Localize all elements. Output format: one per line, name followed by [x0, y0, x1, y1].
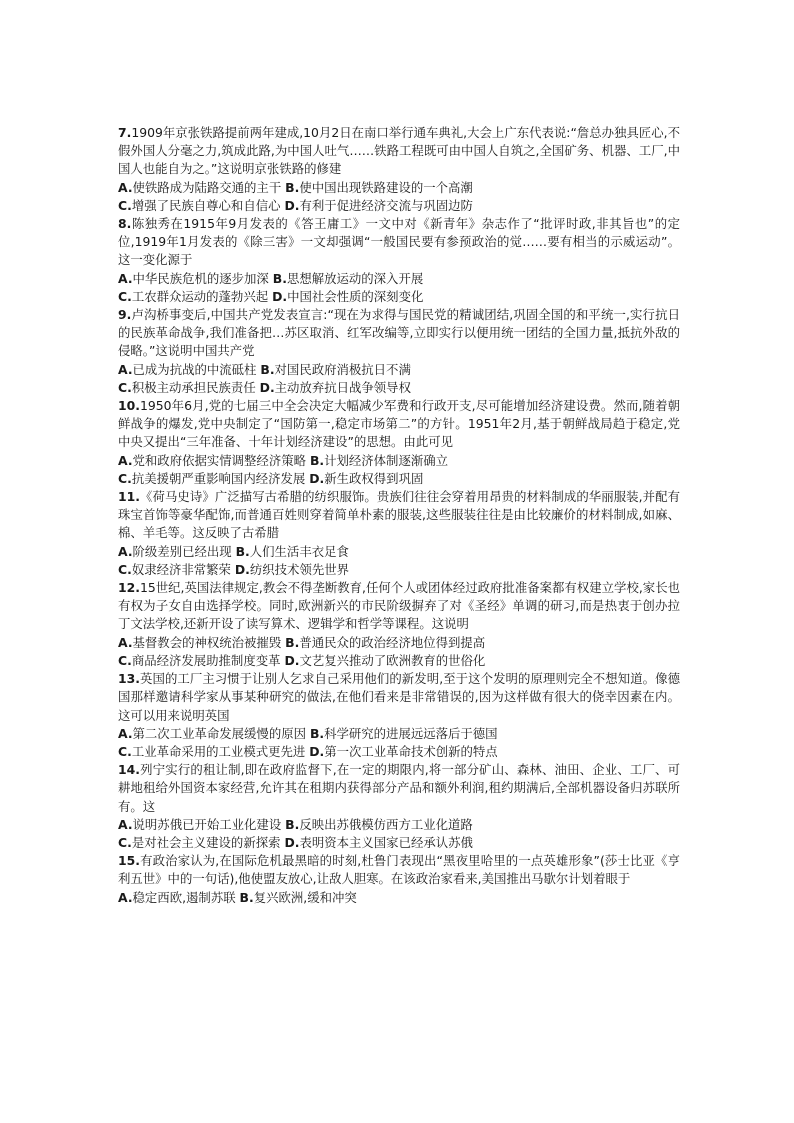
option-text: 主动放弃抗日战争领导权: [274, 379, 411, 395]
option-letter: A.: [118, 270, 133, 286]
question-text: 英国的工厂主习惯于让别人乞求自己采用他们的新发明,至于这个发明的原理则完全不想知道。像德国那样邀请科学家从事某种研究的做法,在他们看来是非常错误的,因为这样做有很大的侥幸因素在内。这可以用来说明英国: [118, 671, 680, 723]
answer-option[interactable]: [260, 362, 410, 377]
option-letter: B.: [309, 452, 325, 468]
option-line: [118, 179, 680, 197]
option-line: [118, 197, 680, 215]
option-text: 工业革命采用的工业模式更先进: [131, 743, 310, 759]
question-number: 15.: [118, 853, 140, 869]
option-text: 表明资本主义国家已经承认苏俄: [299, 834, 473, 850]
question-stem: [118, 670, 680, 725]
option-letter: C.: [118, 743, 132, 759]
answer-option[interactable]: [285, 635, 485, 650]
option-letter: C.: [118, 652, 132, 668]
answer-option[interactable]: [118, 544, 236, 559]
question-stem: [118, 397, 680, 452]
question-number: 13.: [118, 671, 140, 687]
answer-option[interactable]: [118, 562, 235, 577]
question-12: [118, 579, 680, 670]
option-text: 人们生活丰衣足食: [249, 543, 349, 559]
option-text: 工农群众运动的蓬勃兴起: [131, 288, 273, 304]
option-text: 使中国出现铁路建设的一个高潮: [299, 179, 473, 195]
answer-option[interactable]: [284, 653, 485, 668]
question-number: 12.: [118, 580, 140, 596]
question-number: 7.: [118, 125, 132, 140]
question-15: [118, 852, 680, 907]
option-letter: C.: [118, 197, 132, 213]
option-line: [118, 634, 680, 652]
option-text: 新生政权得到巩固: [324, 470, 424, 486]
answer-option[interactable]: [118, 271, 273, 286]
question-text: 卢沟桥事变后,中国共产党发表宣言:“现在为求得与国民党的精诚团结,巩固全国的和平统一,实行抗日的民族革命战争,我们准备把…苏区取消、红军改编等,立即实行以便用统一团结的全国力量,抵抗外敌的侵略。”这说明中国共产党: [118, 307, 680, 359]
option-line: [118, 561, 680, 579]
answer-option[interactable]: [285, 180, 473, 195]
option-text: 第二次工业革命发展缓慢的原因: [132, 725, 310, 741]
question-stem: [118, 124, 680, 179]
option-line: [118, 288, 680, 306]
option-letter: B.: [260, 361, 275, 377]
option-text: 基督教会的神权统治被摧毁: [132, 634, 286, 650]
option-letter: C.: [118, 561, 132, 577]
option-text: 是对社会主义建设的新探索: [131, 834, 285, 850]
answer-option[interactable]: [272, 289, 423, 304]
answer-option[interactable]: [118, 835, 284, 850]
option-line: [118, 470, 680, 488]
answer-option[interactable]: [118, 362, 260, 377]
question-number: 11.: [118, 489, 140, 505]
answer-option[interactable]: [236, 544, 349, 559]
option-letter: B.: [272, 270, 287, 286]
option-line: [118, 543, 680, 561]
answer-option[interactable]: [284, 198, 472, 213]
option-letter: D.: [234, 561, 250, 577]
option-letter: A.: [118, 452, 133, 468]
option-text: 党和政府依据实情调整经济策略: [132, 452, 310, 468]
answer-option[interactable]: [260, 380, 411, 395]
option-letter: B.: [285, 816, 300, 832]
question-9: [118, 306, 680, 397]
option-text: 中国社会性质的深刻变化: [287, 288, 424, 304]
option-letter: B.: [285, 634, 300, 650]
option-line: [118, 743, 680, 761]
question-stem: [118, 852, 680, 888]
answer-option[interactable]: [118, 198, 284, 213]
question-11: [118, 488, 680, 579]
option-letter: D.: [259, 379, 275, 395]
option-letter: D.: [284, 197, 300, 213]
answer-option[interactable]: [118, 817, 285, 832]
question-number: 14.: [118, 762, 140, 778]
option-text: 积极主动承担民族责任: [131, 379, 260, 395]
exam-page: [118, 124, 680, 907]
answer-option[interactable]: [284, 835, 472, 850]
answer-option[interactable]: [118, 744, 309, 759]
option-letter: C.: [118, 470, 132, 486]
answer-option[interactable]: [240, 890, 357, 905]
option-text: 抗美援朝严重影响国内经济发展: [131, 470, 310, 486]
question-text: 1950年6月,党的七届三中全会决定大幅减少军费和行政开支,尽可能增加经济建设费。然而,随着朝鲜战争的爆发,党中央制定了“国防第一,稳定市场第二”的方针。1951年2月,基于朝鲜战局趋于稳定,党中央又提出“三年准备、十年计划经济建设”的思想。由此可见: [118, 398, 680, 450]
option-text: 已成为抗战的中流砥柱: [132, 361, 261, 377]
option-text: 商品经济发展助推制度变革: [131, 652, 285, 668]
answer-option[interactable]: [235, 562, 349, 577]
option-letter: B.: [239, 889, 254, 905]
option-text: 反映出苏俄模仿西方工业化道路: [299, 816, 473, 832]
option-line: [118, 834, 680, 852]
option-letter: D.: [284, 652, 300, 668]
option-text: 文艺复兴推动了欧洲教育的世俗化: [299, 652, 486, 668]
option-letter: D.: [272, 288, 288, 304]
question-stem: [118, 215, 680, 270]
option-letter: A.: [118, 361, 133, 377]
option-line: [118, 452, 680, 470]
option-letter: C.: [118, 288, 132, 304]
answer-option[interactable]: [118, 635, 285, 650]
question-stem: [118, 306, 680, 361]
question-stem: [118, 761, 680, 816]
option-letter: D.: [309, 470, 325, 486]
option-letter: A.: [118, 543, 133, 559]
option-line: [118, 816, 680, 834]
option-letter: C.: [118, 379, 132, 395]
option-line: [118, 889, 680, 907]
option-text: 对国民政府消极抗日不满: [274, 361, 411, 377]
question-7: [118, 124, 680, 215]
option-letter: B.: [285, 179, 300, 195]
option-text: 有利于促进经济交流与巩固边防: [299, 197, 473, 213]
option-text: 说明苏俄已开始工业化建设: [132, 816, 286, 832]
option-text: 科学研究的进展远远落后于德国: [324, 725, 498, 741]
option-letter: B.: [235, 543, 250, 559]
answer-option[interactable]: [118, 453, 310, 468]
option-text: 使铁路成为陆路交通的主干: [132, 179, 286, 195]
question-14: [118, 761, 680, 852]
answer-option[interactable]: [118, 471, 309, 486]
option-line: [118, 361, 680, 379]
question-8: [118, 215, 680, 306]
question-number: 10.: [118, 398, 140, 414]
answer-option[interactable]: [309, 471, 423, 486]
option-letter: C.: [118, 834, 132, 850]
option-text: 增强了民族自尊心和自信心: [131, 197, 285, 213]
option-line: [118, 725, 680, 743]
option-text: 思想解放运动的深入开展: [286, 270, 424, 286]
answer-option[interactable]: [310, 453, 448, 468]
question-stem: [118, 579, 680, 634]
answer-option[interactable]: [273, 271, 423, 286]
option-line: [118, 270, 680, 288]
question-text: 陈独秀在1915年9月发表的《答王庸工》一文中对《新青年》杂志作了“批评时政,非其旨也”的定位,1919年1月发表的《除三害》一文却强调“一般国民要有参预政治的觉……要有相当的示威运动”。这一变化源于: [118, 216, 680, 268]
answer-option[interactable]: [310, 726, 498, 741]
question-13: [118, 670, 680, 761]
option-letter: D.: [309, 743, 325, 759]
option-text: 普通民众的政治经济地位得到提高: [299, 634, 486, 650]
answer-option[interactable]: [118, 653, 284, 668]
option-text: 计划经济体制逐渐确立: [324, 452, 449, 468]
option-letter: B.: [309, 725, 325, 741]
option-text: 中华民族危机的逐步加深: [132, 270, 273, 286]
question-number: 9.: [118, 307, 132, 323]
answer-option[interactable]: [309, 744, 497, 759]
question-number: 8.: [118, 216, 132, 232]
answer-option[interactable]: [285, 817, 473, 832]
option-letter: A.: [118, 889, 133, 905]
answer-option[interactable]: [118, 289, 272, 304]
option-text: 阶级差别已经出现: [132, 543, 236, 559]
question-text: 列宁实行的租让制,即在政府监督下,在一定的期限内,将一部分矿山、森林、油田、企业、工厂、可耕地租给外国资本家经营,允许其在租期内获得部分产品和额外利润,租约期满后,全部机器设备归苏联所有。这: [118, 762, 680, 814]
question-text: 1909年京张铁路提前两年建成,10月2日在南口举行通车典礼,大会上广东代表说:“詹总办独具匠心,不假外国人分毫之力,筑成此路,为中国人吐气……铁路工程既可由中国人自筑之,全国矿务、机器、工厂,中国人也能自为之。”这说明京张铁路的修建: [118, 125, 680, 177]
option-text: 稳定西欧,遏制苏联: [132, 889, 240, 905]
answer-option[interactable]: [118, 380, 260, 395]
option-line: [118, 652, 680, 670]
option-letter: D.: [284, 834, 300, 850]
question-text: 有政治家认为,在国际危机最黑暗的时刻,杜鲁门表现出“黑夜里哈里的一点英雄形象”(莎士比亚《亨利五世》中的一句话),他使盟友放心,让敌人胆寒。在该政治家看来,美国推出马歇尔计划着眼于: [118, 853, 680, 887]
option-text: 第一次工业革命技术创新的特点: [324, 743, 498, 759]
answer-option[interactable]: [118, 890, 240, 905]
question-10: [118, 397, 680, 488]
question-stem: [118, 488, 680, 543]
answer-option[interactable]: [118, 180, 285, 195]
option-letter: A.: [118, 179, 133, 195]
option-text: 奴隶经济非常繁荣: [131, 561, 235, 577]
option-letter: A.: [118, 634, 133, 650]
option-letter: A.: [118, 725, 133, 741]
question-text: 《荷马史诗》广泛描写古希腊的纺织服饰。贵族们往往会穿着用昂贵的材料制成的华丽服装,并配有珠宝首饰等豪华配饰,而普通百姓则穿着简单朴素的服装,这些服装往往是由比较廉价的材料制成,如麻、棉、羊毛等。这反映了古希腊: [118, 489, 680, 541]
question-text: 15世纪,英国法律规定,教会不得垄断教育,任何个人或团体经过政府批准备案都有权建立学校,家长也有权为子女自由选择学校。同时,欧洲新兴的市民阶级摒弃了对《圣经》单调的研习,而是热衷于创办拉丁文法学校,还新开设了读写算术、逻辑学和哲学等课程。这说明: [118, 580, 680, 632]
answer-option[interactable]: [118, 726, 310, 741]
option-letter: A.: [118, 816, 133, 832]
option-line: [118, 379, 680, 397]
option-text: 复兴欧洲,缓和冲突: [253, 889, 357, 905]
option-text: 纺织技术领先世界: [249, 561, 350, 577]
